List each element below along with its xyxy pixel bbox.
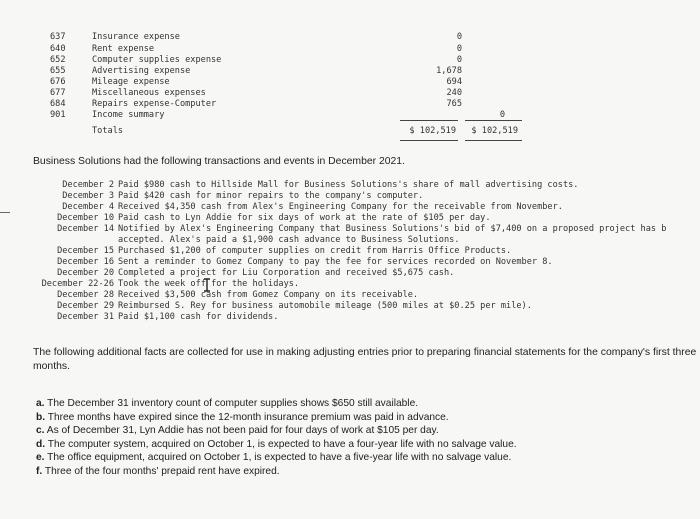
list-item — [36, 438, 517, 452]
list-item — [0, 312, 700, 323]
event-text: Purchased $1,200 of computer supplies on credit from Harris Office Products. — [118, 246, 512, 256]
event-text: Sent a reminder to Gomez Company to pay the fee for services recorded on November 8. — [118, 257, 553, 267]
account-number: 637 — [50, 32, 66, 42]
event-text: Notified by Alex's Engineering Company that Business Solutions's bid of $7,400 on a proposed project has b — [118, 224, 667, 234]
account-debit: 240 — [446, 88, 462, 98]
credit-total-rule — [465, 120, 522, 121]
list-item — [36, 424, 517, 438]
adjusting-facts-list — [36, 397, 517, 479]
debit-double-rule — [400, 140, 458, 141]
account-debit: 694 — [446, 77, 462, 87]
account-debit: 0 — [456, 55, 462, 65]
event-date: December 2 — [62, 180, 114, 190]
event-text: Received $4,350 cash from Alex's Engineering Company for the receivable from November. — [118, 202, 563, 212]
list-item — [0, 235, 700, 246]
facts-intro: The following additional facts are collected for use in making adjusting entries prior to preparing financial statements for the company's first three months. — [33, 347, 697, 372]
event-date: December 20 — [57, 268, 114, 278]
list-item — [0, 290, 700, 301]
fact-key: b. — [36, 411, 46, 423]
list-item — [0, 257, 700, 268]
account-name: Rent expense — [92, 44, 155, 54]
account-number: 640 — [50, 44, 66, 54]
ledger-row — [0, 99, 520, 110]
list-item — [0, 301, 700, 312]
fact-key: e. — [36, 452, 45, 464]
debit-total-rule — [400, 120, 458, 121]
list-item — [0, 191, 700, 202]
event-date: December 29 — [57, 301, 114, 311]
transactions-intro: Business Solutions had the following transactions and events in December 2021. — [33, 156, 405, 167]
event-date: December 31 — [57, 312, 114, 322]
account-name: Mileage expense — [92, 77, 170, 87]
event-text: Paid $1,100 cash for dividends. — [118, 312, 279, 322]
account-name: Miscellaneous expenses — [92, 88, 206, 98]
event-date: December 28 — [57, 290, 114, 300]
credit-double-rule — [465, 140, 522, 141]
list-item — [36, 397, 517, 411]
event-text: Paid $420 cash for minor repairs to the company's computer. — [118, 191, 424, 201]
account-number: 655 — [50, 66, 66, 76]
fact-text: The December 31 inventory count of computer supplies shows $650 still available. — [47, 398, 419, 409]
ledger-row — [0, 77, 520, 88]
list-item — [36, 411, 517, 425]
fact-text: As of December 31, Lyn Addie has not been paid for four days of work at $105 per day. — [46, 425, 439, 437]
fact-key: a. — [36, 398, 45, 409]
totals-label: Totals — [92, 126, 124, 136]
list-item — [0, 268, 700, 279]
fact-key: d. — [36, 438, 46, 450]
event-text: Paid $980 cash to Hillside Mall for Business Solutions's share of mall advertising costs. — [118, 180, 579, 190]
fact-text: Three of the four months' prepaid rent have expired. — [44, 465, 280, 477]
account-number: 677 — [50, 88, 66, 98]
fact-text: Three months have expired since the 12-month insurance premium was paid in advance. — [47, 411, 449, 423]
account-name: Computer supplies expense — [92, 55, 222, 65]
account-name: Advertising expense — [92, 66, 191, 76]
event-text: accepted. Alex's paid a $1,900 cash advance to Business Solutions. — [118, 235, 460, 245]
list-item — [0, 224, 700, 235]
total-debit: $ 102,519 — [409, 126, 456, 136]
account-debit: 765 — [446, 99, 462, 109]
event-text: Took the week off for the holidays. — [118, 279, 300, 289]
account-name: Insurance expense — [92, 32, 180, 42]
event-date: December 16 — [57, 257, 114, 267]
account-number: 676 — [50, 77, 66, 87]
event-date: December 3 — [62, 191, 114, 201]
ledger-row — [0, 66, 520, 77]
event-date: December 15 — [57, 246, 114, 256]
event-text: Reimbursed S. Rey for business automobile mileage (500 miles at $0.25 per mile). — [118, 301, 532, 311]
trial-balance-ledger — [0, 30, 520, 142]
account-debit: 0 — [456, 32, 462, 42]
list-item — [0, 213, 700, 224]
account-credit: 0 — [499, 110, 505, 120]
total-credit: $ 102,519 — [471, 126, 518, 136]
account-debit: 1,678 — [436, 66, 462, 76]
text-cursor-icon — [203, 278, 211, 292]
event-date: December 10 — [57, 213, 114, 223]
list-item — [36, 451, 517, 465]
ledger-row — [0, 88, 520, 99]
list-item — [0, 180, 700, 191]
fact-key: f. — [36, 465, 43, 477]
event-date: December 22-26 — [41, 279, 114, 289]
fact-text: The office equipment, acquired on October 1, is expected to have a five-year life with no salvage value. — [47, 452, 512, 464]
event-text: Received $3,500 cash from Gomez Company on its receivable. — [118, 290, 419, 300]
fact-text: The computer system, acquired on October 1, is expected to have a four-year life with no salvage value. — [47, 438, 517, 450]
event-text: Paid cash to Lyn Addie for six days of work at the rate of $105 per day. — [118, 213, 491, 223]
ledger-row — [0, 55, 520, 66]
event-date: December 4 — [62, 202, 114, 212]
account-number: 652 — [50, 55, 66, 65]
account-number: 901 — [50, 110, 66, 120]
account-debit: 0 — [456, 44, 462, 54]
account-number: 684 — [50, 99, 66, 109]
ledger-row — [0, 32, 520, 43]
list-item — [0, 246, 700, 257]
fact-key: c. — [36, 425, 45, 437]
event-date: December 14 — [57, 224, 114, 234]
account-name: Repairs expense-Computer — [92, 99, 217, 109]
list-item — [0, 202, 700, 213]
account-name: Income summary — [92, 110, 165, 120]
list-item — [0, 279, 700, 290]
list-item — [36, 465, 517, 479]
ledger-row — [0, 44, 520, 55]
totals-row — [0, 126, 520, 137]
event-text: Completed a project for Liu Corporation and received $5,675 cash. — [118, 268, 455, 278]
